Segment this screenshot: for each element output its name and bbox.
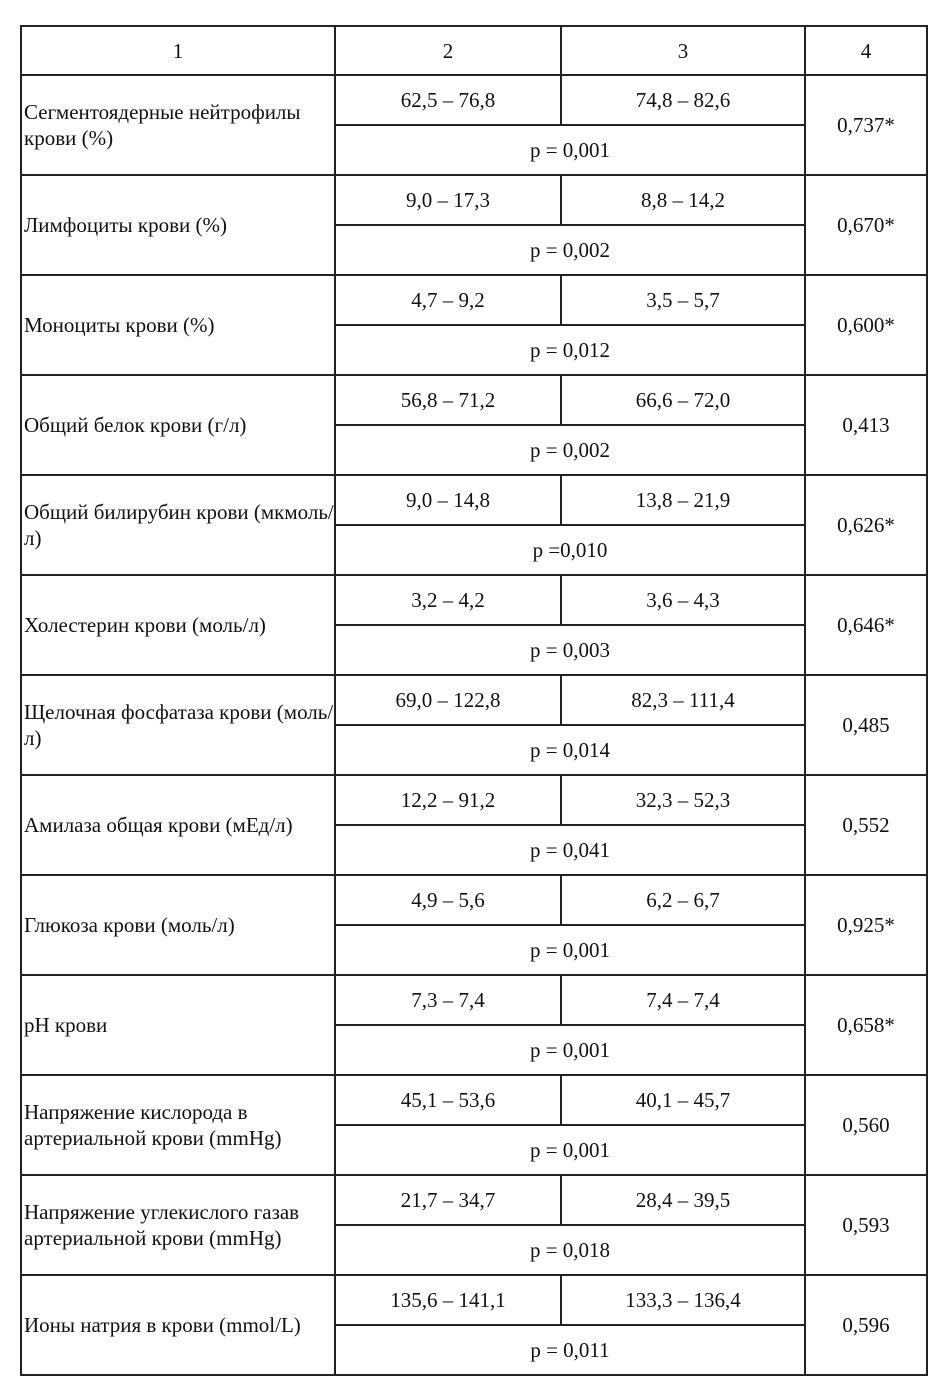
range-group-3: 3,5 – 5,7 — [561, 275, 805, 325]
table-row — [21, 1275, 927, 1325]
range-group-2: 56,8 – 71,2 — [335, 375, 561, 425]
table-row — [21, 775, 927, 825]
parameter-name: pH крови — [21, 975, 335, 1075]
p-value: p = 0,002 — [335, 425, 805, 475]
auc-value: 0,560 — [805, 1075, 927, 1175]
p-value: p = 0,041 — [335, 825, 805, 875]
parameter-name: Ионы натрия в крови (mmol/L) — [21, 1275, 335, 1375]
range-group-3: 82,3 – 111,4 — [561, 675, 805, 725]
range-group-2: 21,7 – 34,7 — [335, 1175, 561, 1225]
parameter-name: Щелочная фосфатаза крови (моль/л) — [21, 675, 335, 775]
range-group-2: 9,0 – 14,8 — [335, 475, 561, 525]
auc-value: 0,925* — [805, 875, 927, 975]
parameter-name: Общий билирубин крови (мкмоль/л) — [21, 475, 335, 575]
table-row — [21, 75, 927, 125]
table-row — [21, 375, 927, 425]
parameter-name: Холестерин крови (моль/л) — [21, 575, 335, 675]
auc-value: 0,737* — [805, 75, 927, 175]
range-group-2: 135,6 – 141,1 — [335, 1275, 561, 1325]
header-col-4: 4 — [805, 26, 927, 75]
range-group-3: 28,4 – 39,5 — [561, 1175, 805, 1225]
header-col-2: 2 — [335, 26, 561, 75]
range-group-2: 9,0 – 17,3 — [335, 175, 561, 225]
auc-value: 0,626* — [805, 475, 927, 575]
range-group-2: 69,0 – 122,8 — [335, 675, 561, 725]
parameter-name: Общий белок крови (г/л) — [21, 375, 335, 475]
range-group-2: 7,3 – 7,4 — [335, 975, 561, 1025]
range-group-2: 45,1 – 53,6 — [335, 1075, 561, 1125]
header-row — [21, 26, 927, 75]
table-row — [21, 1075, 927, 1125]
auc-value: 0,593 — [805, 1175, 927, 1275]
auc-value: 0,600* — [805, 275, 927, 375]
p-value: p = 0,002 — [335, 225, 805, 275]
range-group-3: 7,4 – 7,4 — [561, 975, 805, 1025]
p-value: p = 0,001 — [335, 1025, 805, 1075]
p-value: p = 0,001 — [335, 1125, 805, 1175]
p-value: p = 0,018 — [335, 1225, 805, 1275]
range-group-3: 133,3 – 136,4 — [561, 1275, 805, 1325]
range-group-2: 4,7 – 9,2 — [335, 275, 561, 325]
range-group-2: 3,2 – 4,2 — [335, 575, 561, 625]
range-group-3: 74,8 – 82,6 — [561, 75, 805, 125]
p-value: p = 0,014 — [335, 725, 805, 775]
auc-value: 0,485 — [805, 675, 927, 775]
table-row — [21, 575, 927, 625]
table-row — [21, 175, 927, 225]
table-row — [21, 1175, 927, 1225]
parameter-name: Напряжение углекислого газав артериальной крови (mmHg) — [21, 1175, 335, 1275]
table-row — [21, 975, 927, 1025]
header-col-3: 3 — [561, 26, 805, 75]
auc-value: 0,552 — [805, 775, 927, 875]
data-table — [20, 25, 928, 1376]
parameter-name: Сегментоядерные нейтрофилы крови (%) — [21, 75, 335, 175]
auc-value: 0,596 — [805, 1275, 927, 1375]
parameter-name: Напряжение кислорода в артериальной крови (mmHg) — [21, 1075, 335, 1175]
p-value: p = 0,001 — [335, 125, 805, 175]
auc-value: 0,646* — [805, 575, 927, 675]
table-row — [21, 675, 927, 725]
table-row — [21, 875, 927, 925]
p-value: p = 0,012 — [335, 325, 805, 375]
auc-value: 0,670* — [805, 175, 927, 275]
table-row — [21, 275, 927, 325]
range-group-3: 8,8 – 14,2 — [561, 175, 805, 225]
p-value: p = 0,001 — [335, 925, 805, 975]
range-group-3: 66,6 – 72,0 — [561, 375, 805, 425]
range-group-3: 40,1 – 45,7 — [561, 1075, 805, 1125]
p-value: p = 0,003 — [335, 625, 805, 675]
table-row — [21, 475, 927, 525]
range-group-2: 62,5 – 76,8 — [335, 75, 561, 125]
range-group-3: 3,6 – 4,3 — [561, 575, 805, 625]
range-group-2: 12,2 – 91,2 — [335, 775, 561, 825]
p-value: p = 0,011 — [335, 1325, 805, 1375]
p-value: p =0,010 — [335, 525, 805, 575]
header-col-1: 1 — [21, 26, 335, 75]
range-group-2: 4,9 – 5,6 — [335, 875, 561, 925]
range-group-3: 6,2 – 6,7 — [561, 875, 805, 925]
auc-value: 0,413 — [805, 375, 927, 475]
auc-value: 0,658* — [805, 975, 927, 1075]
parameter-name: Глюкоза крови (моль/л) — [21, 875, 335, 975]
range-group-3: 13,8 – 21,9 — [561, 475, 805, 525]
parameter-name: Амилаза общая крови (мЕд/л) — [21, 775, 335, 875]
parameter-name: Моноциты крови (%) — [21, 275, 335, 375]
parameter-name: Лимфоциты крови (%) — [21, 175, 335, 275]
range-group-3: 32,3 – 52,3 — [561, 775, 805, 825]
